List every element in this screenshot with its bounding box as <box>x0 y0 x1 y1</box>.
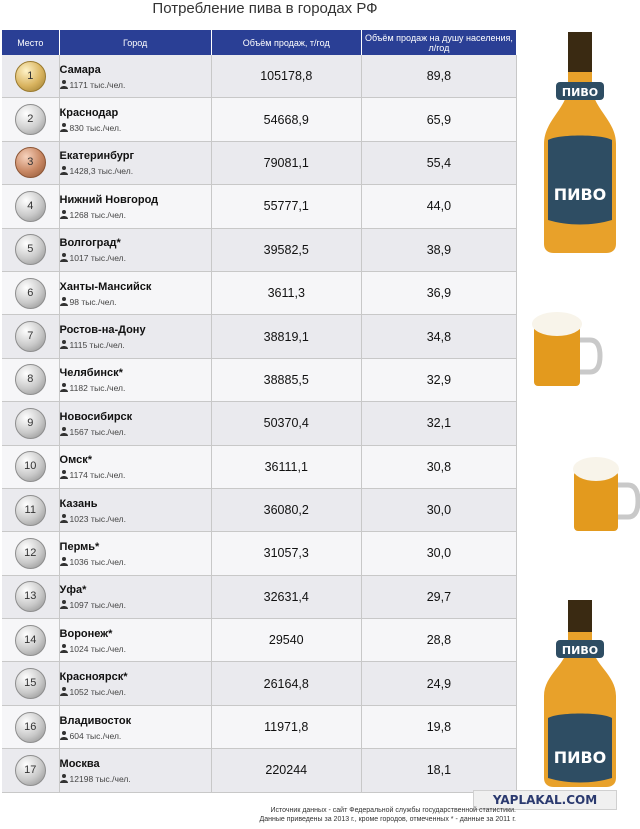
rank-medal-icon: 15 <box>15 668 46 699</box>
rank-cell <box>2 55 59 98</box>
population-value: 1268 тыс./чел. <box>69 209 126 220</box>
rank-cell <box>2 358 59 401</box>
site-watermark: YAPLAKAL.COM <box>473 790 617 810</box>
city-cell <box>59 55 211 98</box>
population-value: 1024 тыс./чел. <box>69 643 126 654</box>
population <box>60 514 211 524</box>
person-icon <box>60 383 68 392</box>
rank-medal-icon: 8 <box>15 364 46 395</box>
city-name: Челябинск* <box>59 367 123 380</box>
rank-medal-icon: 1 <box>15 61 46 92</box>
city-name: Пермь* <box>59 540 100 553</box>
person-icon <box>60 644 68 653</box>
rank-medal-icon: 7 <box>15 321 46 352</box>
per-capita-value: 89,8 <box>361 55 516 98</box>
bottle-label-small: ПИВО <box>561 86 599 99</box>
per-capita-value: 30,0 <box>361 488 516 531</box>
rank-medal-icon: 16 <box>15 712 46 743</box>
table-row <box>2 662 517 705</box>
rank-medal-icon: 14 <box>15 625 46 656</box>
per-capita-value: 65,9 <box>361 98 516 141</box>
per-capita-value: 24,9 <box>361 662 516 705</box>
beer-mug-image <box>530 310 604 392</box>
per-capita-value: 19,8 <box>361 705 516 748</box>
city-name: Новосибирск <box>59 410 133 423</box>
table-row <box>2 619 517 662</box>
person-icon <box>60 340 68 349</box>
city-cell <box>59 185 211 228</box>
person-icon <box>60 557 68 566</box>
per-capita-value: 32,9 <box>361 358 516 401</box>
person-icon <box>60 253 68 262</box>
header-city: Город <box>59 30 211 55</box>
city-cell <box>59 358 211 401</box>
sales-value: 50370,4 <box>211 402 361 445</box>
population <box>60 687 211 697</box>
header-rank: Место <box>2 30 59 55</box>
population <box>60 427 211 437</box>
population <box>60 383 211 393</box>
population-value: 1017 тыс./чел. <box>69 253 126 264</box>
beer-consumption-table <box>2 30 517 793</box>
city-cell <box>59 141 211 184</box>
rank-cell <box>2 575 59 618</box>
per-capita-value: 44,0 <box>361 185 516 228</box>
population <box>60 470 211 480</box>
population <box>60 600 211 610</box>
city-name: Казань <box>59 497 98 510</box>
city-name: Красноярск* <box>59 671 128 684</box>
rank-cell <box>2 445 59 488</box>
table-row <box>2 271 517 314</box>
rank-medal-icon: 5 <box>15 234 46 265</box>
population <box>60 297 211 307</box>
population <box>60 253 211 263</box>
person-icon <box>60 427 68 436</box>
population-value: 1023 тыс./чел. <box>69 513 126 524</box>
table-row <box>2 705 517 748</box>
person-icon <box>60 731 68 740</box>
rank-cell <box>2 185 59 228</box>
beer-bottle-image <box>540 30 620 255</box>
rank-cell <box>2 662 59 705</box>
city-name: Екатеринбург <box>59 150 135 163</box>
rank-medal-icon: 10 <box>15 451 46 482</box>
rank-medal-icon: 3 <box>15 147 46 178</box>
rank-medal-icon: 12 <box>15 538 46 569</box>
population <box>60 340 211 350</box>
population-value: 1097 тыс./чел. <box>69 600 126 611</box>
rank-cell <box>2 315 59 358</box>
city-name: Краснодар <box>59 107 119 120</box>
city-cell <box>59 532 211 575</box>
population <box>60 774 211 784</box>
table-row <box>2 358 517 401</box>
population <box>60 557 211 567</box>
city-cell <box>59 619 211 662</box>
population <box>60 731 211 741</box>
table-row <box>2 749 517 792</box>
city-cell <box>59 271 211 314</box>
sales-value: 31057,3 <box>211 532 361 575</box>
person-icon <box>60 297 68 306</box>
per-capita-value: 55,4 <box>361 141 516 184</box>
sales-value: 11971,8 <box>211 705 361 748</box>
sales-value: 105178,8 <box>211 55 361 98</box>
per-capita-value: 29,7 <box>361 575 516 618</box>
rank-cell <box>2 749 59 792</box>
person-icon <box>60 470 68 479</box>
population-value: 12198 тыс./чел. <box>69 773 131 784</box>
sales-value: 55777,1 <box>211 185 361 228</box>
sales-value: 220244 <box>211 749 361 792</box>
person-icon <box>60 210 68 219</box>
per-capita-value: 32,1 <box>361 402 516 445</box>
city-name: Владивосток <box>59 714 132 727</box>
rank-cell <box>2 98 59 141</box>
table-row <box>2 228 517 271</box>
population-value: 1182 тыс./чел. <box>69 383 126 394</box>
sales-value: 29540 <box>211 619 361 662</box>
population <box>60 210 211 220</box>
beer-bottle-image-2 <box>540 598 620 788</box>
population-value: 1036 тыс./чел. <box>69 556 126 567</box>
sales-value: 32631,4 <box>211 575 361 618</box>
table-row <box>2 488 517 531</box>
table-row <box>2 575 517 618</box>
city-name: Омск* <box>59 454 92 467</box>
city-cell <box>59 315 211 358</box>
city-name: Уфа* <box>59 584 87 597</box>
population-value: 98 тыс./чел. <box>69 296 117 307</box>
population-value: 1115 тыс./чел. <box>69 340 125 351</box>
population <box>60 166 211 176</box>
table-row <box>2 315 517 358</box>
rank-medal-icon: 2 <box>15 104 46 135</box>
rank-medal-icon: 13 <box>15 581 46 612</box>
city-cell <box>59 662 211 705</box>
person-icon <box>60 80 68 89</box>
population-value: 1567 тыс./чел. <box>69 426 126 437</box>
rank-cell <box>2 402 59 445</box>
table-row <box>2 55 517 98</box>
city-cell <box>59 749 211 792</box>
city-name: Ханты-Мансийск <box>59 280 152 293</box>
rank-medal-icon: 4 <box>15 191 46 222</box>
city-cell <box>59 98 211 141</box>
city-name: Москва <box>59 757 100 770</box>
table-row <box>2 98 517 141</box>
header-per-capita: Объём продаж на душу населения, л/год <box>361 30 516 55</box>
rank-medal-icon: 6 <box>15 278 46 309</box>
city-name: Самара <box>59 63 101 76</box>
rank-cell <box>2 141 59 184</box>
per-capita-value: 38,9 <box>361 228 516 271</box>
city-name: Ростов-на-Дону <box>59 324 146 337</box>
per-capita-value: 18,1 <box>361 749 516 792</box>
rank-cell <box>2 532 59 575</box>
sales-value: 54668,9 <box>211 98 361 141</box>
rank-cell <box>2 228 59 271</box>
population <box>60 80 211 90</box>
rank-medal-icon: 11 <box>15 495 46 526</box>
table-row <box>2 445 517 488</box>
city-cell <box>59 445 211 488</box>
city-cell <box>59 228 211 271</box>
population-value: 1171 тыс./чел. <box>69 79 126 90</box>
rank-medal-icon: 17 <box>15 755 46 786</box>
person-icon <box>60 123 68 132</box>
city-cell <box>59 402 211 445</box>
table-row <box>2 532 517 575</box>
population-value: 1052 тыс./чел. <box>69 687 126 698</box>
bottle-label-large-2: ПИВО <box>553 748 607 767</box>
rank-cell <box>2 705 59 748</box>
per-capita-value: 36,9 <box>361 271 516 314</box>
per-capita-value: 30,8 <box>361 445 516 488</box>
header-sales: Объём продаж, т/год <box>211 30 361 55</box>
city-cell <box>59 488 211 531</box>
beer-mug-image-2 <box>572 455 640 537</box>
person-icon <box>60 600 68 609</box>
per-capita-value: 30,0 <box>361 532 516 575</box>
population-value: 1428,3 тыс./чел. <box>69 166 134 177</box>
source-line-2: Данные приведены за 2013 г., кроме городов, отмеченных * - данные за 2011 г. <box>259 816 516 823</box>
source-note <box>259 806 516 824</box>
table-header-row <box>2 30 517 55</box>
city-name: Нижний Новгород <box>59 193 159 206</box>
sales-value: 36111,1 <box>211 445 361 488</box>
table-row <box>2 141 517 184</box>
city-name: Воронеж* <box>59 627 113 640</box>
city-cell <box>59 705 211 748</box>
rank-cell <box>2 271 59 314</box>
rank-cell <box>2 488 59 531</box>
rank-medal-icon: 9 <box>15 408 46 439</box>
population-value: 830 тыс./чел. <box>69 123 122 134</box>
population-value: 1174 тыс./чел. <box>69 470 126 481</box>
population <box>60 123 211 133</box>
person-icon <box>60 774 68 783</box>
per-capita-value: 28,8 <box>361 619 516 662</box>
rank-cell <box>2 619 59 662</box>
sales-value: 36080,2 <box>211 488 361 531</box>
population <box>60 644 211 654</box>
population-value: 604 тыс./чел. <box>69 730 122 741</box>
sales-value: 39582,5 <box>211 228 361 271</box>
page-title: Потребление пива в городах РФ <box>152 0 378 17</box>
person-icon <box>60 687 68 696</box>
per-capita-value: 34,8 <box>361 315 516 358</box>
sales-value: 38819,1 <box>211 315 361 358</box>
person-icon <box>60 514 68 523</box>
sales-value: 79081,1 <box>211 141 361 184</box>
bottle-label-large: ПИВО <box>553 185 607 204</box>
table-row <box>2 185 517 228</box>
sales-value: 26164,8 <box>211 662 361 705</box>
person-icon <box>60 166 68 175</box>
sales-value: 3611,3 <box>211 271 361 314</box>
city-name: Волгоград* <box>59 237 121 250</box>
sales-value: 38885,5 <box>211 358 361 401</box>
city-cell <box>59 575 211 618</box>
table-row <box>2 402 517 445</box>
source-line-1: Источник данных - сайт Федеральной службы государственной статистики. <box>270 807 516 814</box>
bottle-label-small-2: ПИВО <box>561 644 599 657</box>
